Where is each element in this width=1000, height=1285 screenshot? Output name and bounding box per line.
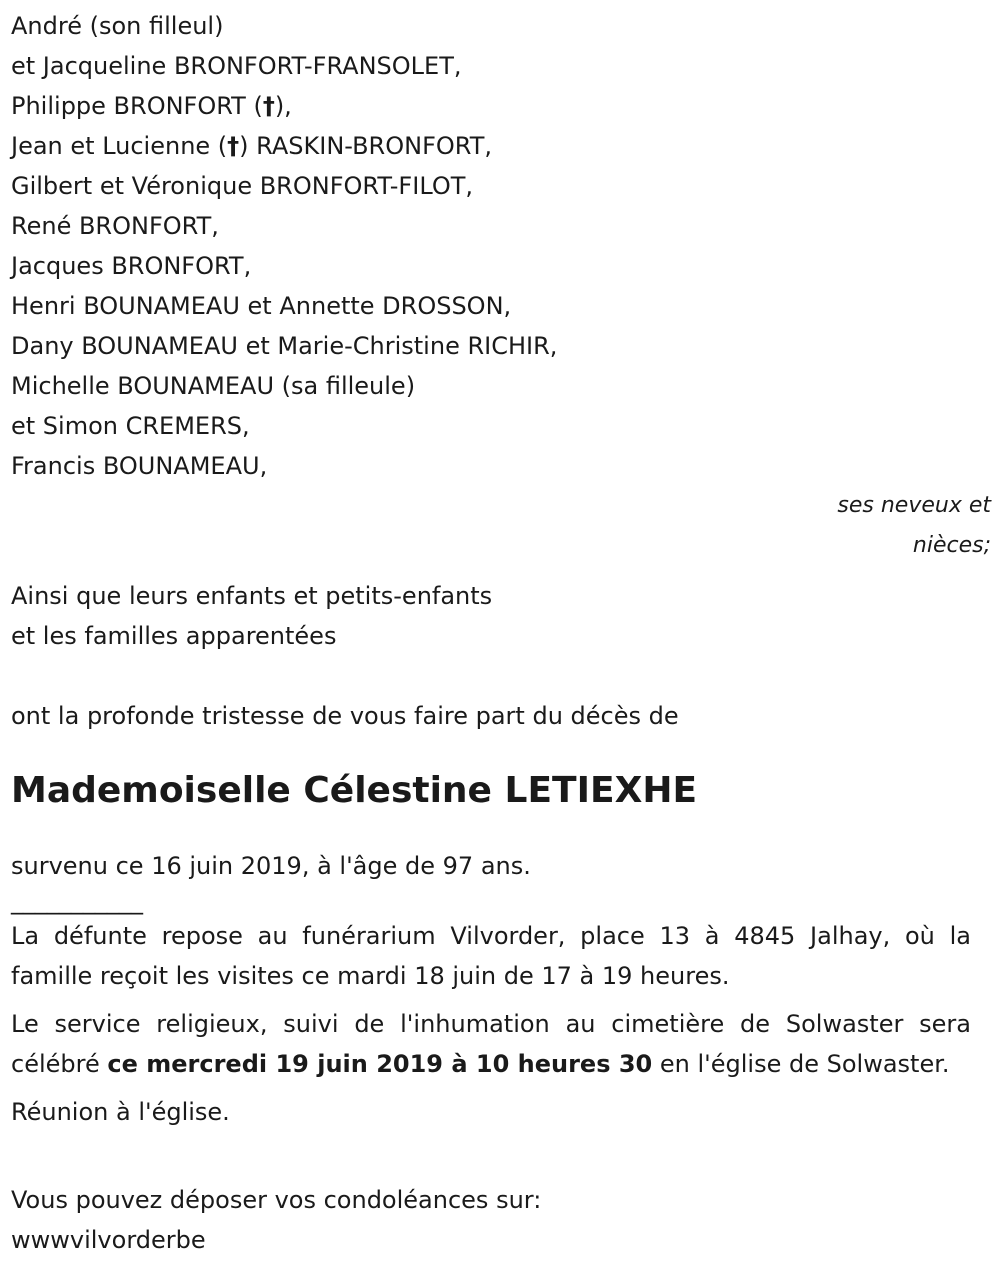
condolences-label: Vous pouvez déposer vos condoléances sur:	[11, 1186, 542, 1214]
cross-icon: †	[227, 132, 240, 160]
relation-label: ses neveux et nièces;	[837, 493, 991, 558]
cross-icon: †	[262, 92, 275, 120]
repose-paragraph: La défunte repose au funérarium Vilvorder, place 13 à 4845 Jalhay, où la famille reçoit les visites ce mardi 18 juin de 17 à 19 heures.	[11, 922, 971, 990]
family-line-8: Henri BOUNAMEAU et Annette DROSSON,	[11, 292, 512, 320]
family-line-6: René BRONFORT,	[11, 212, 219, 240]
condolences-website: wwwvilvorderbe	[11, 1226, 206, 1254]
family-line-3: Philippe BRONFORT (†),	[11, 86, 991, 126]
family-line-10: Michelle BOUNAMEAU (sa filleule)	[11, 372, 416, 400]
service-paragraph: Le service religieux, suivi de l'inhumation au cimetière de Solwaster sera célébré ce mercredi 19 juin 2019 à 10 heures 30 en l'église de Solwaster.	[11, 1010, 971, 1078]
family-line-11: et Simon CREMERS,	[11, 412, 250, 440]
death-info: survenu ce 16 juin 2019, à l'âge de 97 ans.	[11, 852, 531, 880]
family-list	[11, 6, 991, 486]
obituary-document	[11, 6, 991, 1260]
family-line-9: Dany BOUNAMEAU et Marie-Christine RICHIR,	[11, 332, 558, 360]
reunion-text: Réunion à l'église.	[11, 1098, 230, 1126]
family-line-4: Jean et Lucienne (†) RASKIN-BRONFORT,	[11, 126, 991, 166]
family-line-2: et Jacqueline BRONFORT-FRANSOLET,	[11, 52, 462, 80]
service-date: ce mercredi 19 juin 2019 à 10 heures 30	[107, 1050, 653, 1078]
announcement-text: ont la profonde tristesse de vous faire part du décès de	[11, 702, 679, 730]
family-line-1: André (son filleul)	[11, 12, 224, 40]
deceased-name: Mademoiselle Célestine LETIEXHE	[11, 770, 698, 811]
family-line-7: Jacques BRONFORT,	[11, 252, 252, 280]
family-line-12: Francis BOUNAMEAU,	[11, 452, 268, 480]
separator-line: ___________	[11, 887, 143, 915]
relatives-block: Ainsi que leurs enfants et petits-enfants et les familles apparentées	[11, 582, 493, 650]
condolences-block	[11, 1180, 991, 1260]
family-line-5: Gilbert et Véronique BRONFORT-FILOT,	[11, 172, 474, 200]
